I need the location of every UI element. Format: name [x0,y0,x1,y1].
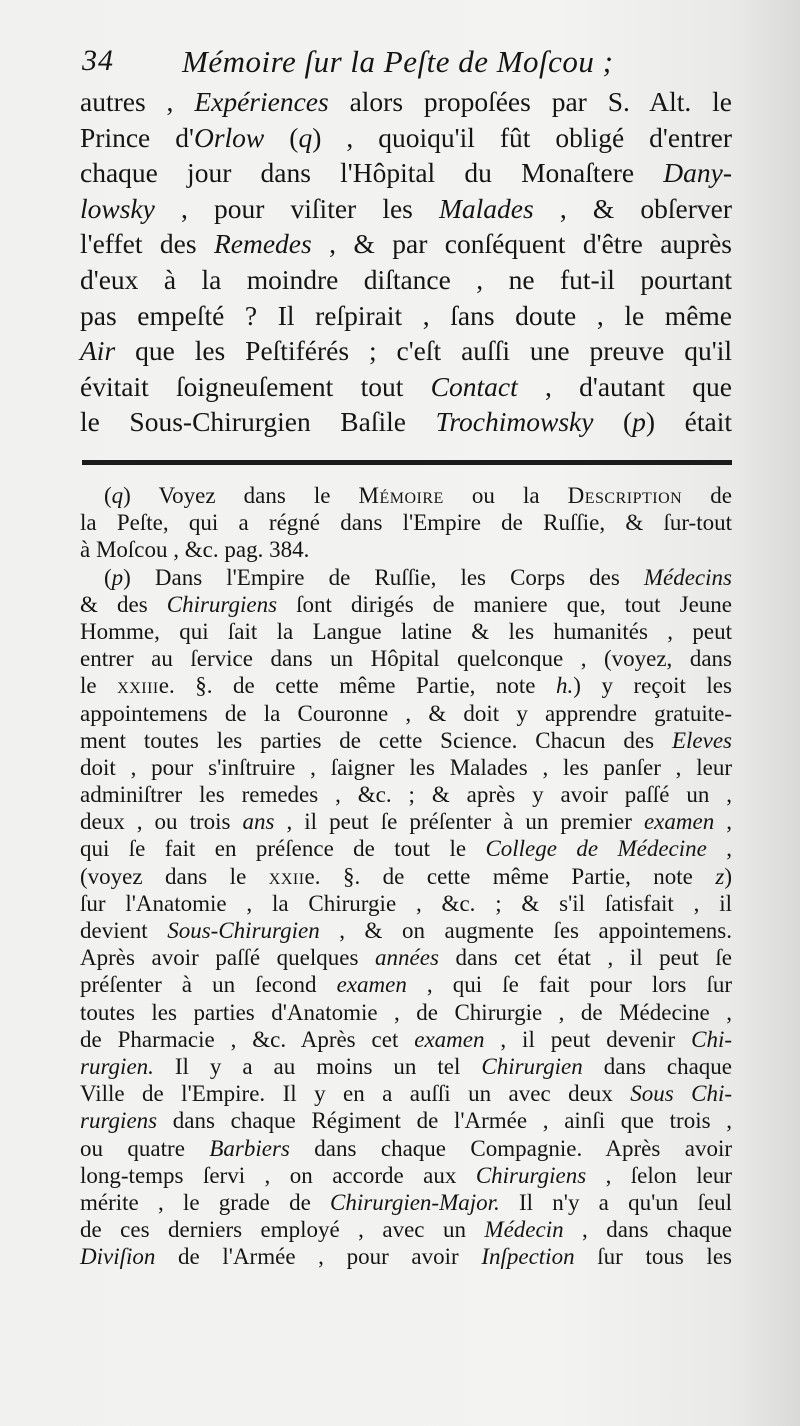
italic-run: Chirurgiens [166,591,278,617]
text-run: dans cet état , il peut ſe [438,945,732,971]
text-run: adminiſtrer les remedes , &c. ; & après y avoir paſſé un , [80,782,732,808]
text-run: , il peut ſe préſenter à un premier [274,809,644,835]
italic-run: lowsky [80,192,155,224]
italic-run: examen [643,809,715,835]
italic-run: q [111,483,124,508]
text-run: ou quatre [80,1135,210,1161]
text-run: , & on augmente ſes appointemens. [319,918,733,943]
page-number: 34 [82,44,114,77]
text-run: dans chaque Compagnie. Après avoir [289,1135,732,1161]
italic-run: Chi- [691,1026,732,1052]
italic-run: Orlow [193,121,265,153]
text-run: deux , ou trois [80,809,243,835]
text-run: qui ſe fait en préſence de tout le [80,836,486,862]
italic-run: Sous Chi- [630,1081,732,1107]
footnote-line [80,1243,732,1270]
footnote-line [80,591,732,618]
text-run: Homme, qui ſait la Langue latine & les humanités , peut [80,618,732,644]
footnote-line [80,1189,732,1216]
text-run: , dans chaque [563,1217,732,1243]
main-text-line [80,155,732,191]
text-run: ) Voyez dans le [123,483,359,508]
text-run: ) y reçoit les [573,673,732,699]
text-run: long-temps ſervi , on accorde aux [80,1162,476,1188]
text-run: dans chaque Régiment de l'Armée , ainſi que trois , [157,1108,732,1134]
text-run: ( [104,564,112,590]
italic-run: Trochimowsky [435,406,594,438]
small-caps-run: Mémoire [358,483,444,508]
main-text-line [80,84,732,120]
footnote-line [80,536,732,563]
text-run: ) Dans l'Empire de Ruſſie, les Corps des [123,564,644,590]
text-run: ſur l'Anatomie , la Chirurgie , &c. ; & s'il ſatisfait , il [80,890,732,916]
text-run: , pour viſiter les [154,192,439,224]
footnote-line [80,835,732,862]
text-run: ſur tous les [574,1244,732,1270]
text-run: toutes les parties d'Anatomie , de Chirurgie , de Médecine , [80,999,732,1025]
footnote-line [80,645,732,672]
text-run: à Moſcou , &c. pag. 384. [80,537,310,563]
main-text-line [80,120,732,156]
footnote-line [80,863,732,890]
footnote-line [80,564,732,591]
text-run: Il y a au moins un tel [153,1053,482,1079]
main-text-line [80,404,732,440]
text-run: ) [724,863,732,889]
italic-run: Diviſion [80,1244,156,1270]
text-run: ſont dirigés de maniere que, tout Jeune [277,591,732,617]
footnote-line [80,1135,732,1162]
text-run: Prince d' [80,121,194,153]
text-run: pas empeſté ? Il reſpirait , ſans doute , le même [80,299,732,331]
text-run: d'eux à la moindre diſtance , ne fut-il pourtant [80,263,732,295]
footnote-line [80,999,732,1026]
text-run: (voyez dans le [80,863,269,889]
small-caps-run: Description [567,483,683,508]
text-run: , [706,836,732,862]
text-run: de ces derniers employé , avec un [80,1217,485,1243]
footnote-line [80,1107,732,1134]
italic-run: années [375,945,439,971]
text-run: doit , pour s'inſtruire , ſaigner les Malades , les panſer , leur [80,754,732,780]
text-run: , [714,809,732,835]
running-title: Mémoire ſur la Peſte de Moſcou ; [182,44,614,79]
italic-run: z [715,863,725,889]
italic-run: Médecins [643,564,732,590]
text-run: de Pharmacie , &c. Après cet [80,1026,415,1052]
text-run: mérite , le grade de [80,1189,331,1215]
italic-run: Contact [430,370,518,402]
footnote-line [80,754,732,781]
text-run: ) était [645,406,732,438]
italic-run: examen [336,972,407,998]
footnotes-block [80,482,732,1270]
text-run: ( [264,121,299,153]
text-run: que les Peſtiférés ; c'eſt auſſi une preuve qu'il [115,335,732,367]
footnote-line [80,781,732,808]
footnote-line [80,1162,732,1189]
main-text-line [80,369,732,405]
text-run: de l'Armée , pour avoir [155,1244,482,1270]
italic-run: Chirurgien [481,1053,583,1079]
text-run: ( [104,483,112,508]
italic-run: p [111,564,124,590]
footnote-line [80,509,732,536]
footnote-separator-rule [82,460,732,465]
main-text-line [80,262,732,298]
footnote-line [80,1080,732,1107]
italic-run: rurgiens [80,1108,158,1134]
text-run: préſenter à un ſecond [80,972,337,998]
text-run: e. §. de cette même Partie, note [304,863,716,889]
italic-run: examen [414,1026,485,1052]
italic-run: p [632,406,646,438]
text-run: , & par conſéquent d'être auprès [311,228,732,260]
italic-run: Expériences [194,86,329,117]
text-run: , d'autant que [517,370,732,402]
text-run: ment toutes les parties de cette Science. Chacun des [80,727,672,753]
small-caps-run: xxii [268,863,305,889]
italic-run: q [298,121,313,153]
text-run: , ſelon leur [586,1162,732,1188]
footnote-line [80,944,732,971]
footnote-line [80,727,732,754]
footnote-line [80,482,732,509]
text-run: appointemens de la Couronne , & doit y apprendre gratuite- [80,700,732,726]
text-run: le Sous-Chirurgien Baſile [80,406,436,438]
text-run: de [682,483,732,508]
italic-run: Barbiers [209,1135,290,1161]
text-run: alors propoſées par S. Alt. le [328,86,732,117]
text-run: dans chaque [582,1053,732,1079]
text-run: ( [593,406,633,438]
italic-run: College de Médecine [485,836,707,862]
text-run: évitait ſoigneuſement tout [80,370,431,402]
text-run: autres , [80,86,195,117]
text-run: , il peut devenir [484,1026,692,1052]
text-run: , qui ſe fait pour lors ſur [406,972,732,998]
footnote-line [80,618,732,645]
italic-run: Air [80,335,116,367]
italic-run: h. [556,673,574,699]
text-run: Ville de l'Empire. Il y en a auſſi un avec deux [80,1081,631,1107]
footnote-line [80,1216,732,1243]
footnote-line [80,917,732,944]
text-run: la Peſte, qui a régné dans l'Empire de Ruſſie, & ſur-tout [80,510,732,536]
main-text-line [80,191,732,227]
italic-run: rurgien. [80,1053,154,1079]
italic-run: Malades [439,192,534,224]
text-run: le [80,673,118,699]
italic-run: Médecin [484,1217,564,1243]
main-text-line [80,333,732,369]
text-run: Après avoir paſſé quelques [80,945,376,971]
italic-run: Chirurgiens [475,1162,587,1188]
main-text-block [80,84,732,440]
footnote-line [80,890,732,917]
italic-run: Chirurgien-Major. [330,1189,500,1215]
page-header [82,44,742,88]
footnote-line [80,971,732,998]
italic-run: Remedes [213,228,312,260]
text-run: Il n'y a qu'un ſeul [499,1189,732,1215]
italic-run: Sous-Chirurgien [167,918,320,943]
small-caps-run: xxiii [117,673,159,699]
text-run: & des [80,591,167,617]
text-run: l'effet des [80,228,214,260]
main-text-line [80,298,732,334]
footnote-line [80,672,732,699]
italic-run: Inſpection [481,1244,575,1270]
text-run: ) , quoiqu'il fût obligé d'entrer [312,121,732,153]
text-run: devient [80,918,168,943]
italic-run: ans [242,809,275,835]
text-run: e. §. de cette même Partie, note [158,673,557,699]
footnote-line [80,700,732,727]
footnote-line [80,808,732,835]
text-run: , & obſerver [533,192,732,224]
italic-run: Eleves [671,727,732,753]
footnote-line [80,1053,732,1080]
main-text-line [80,226,732,262]
footnote-line [80,1026,732,1053]
text-run: entrer au ſervice dans un Hôpital quelconque , (voyez, dans [80,646,732,672]
italic-run: Dany- [663,157,732,189]
text-run: ou la [443,483,568,508]
text-run: chaque jour dans l'Hôpital du Monaſtere [80,157,664,189]
